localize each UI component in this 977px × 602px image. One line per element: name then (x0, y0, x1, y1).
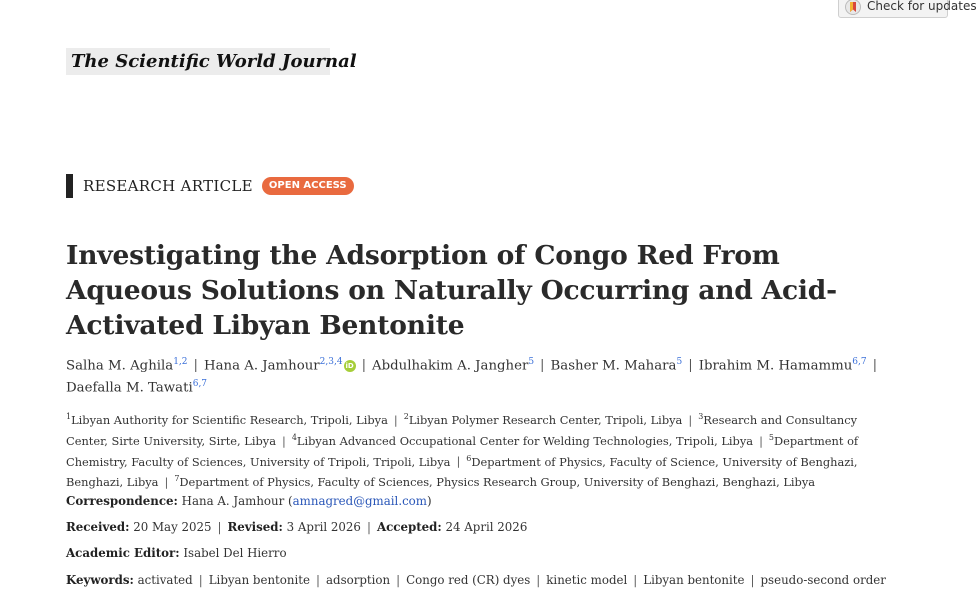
keyword[interactable]: kinetic model (546, 573, 628, 587)
author-affiliation-ref[interactable]: 2,3,4 (319, 357, 343, 367)
open-access-badge: OPEN ACCESS (262, 177, 354, 195)
affiliation-text: Department of Chemistry, Faculty of Sciences, University of Tripoli, Tripoli, Libya (66, 433, 859, 469)
journal-name: The Scientific World Journal (66, 48, 330, 75)
author-list (66, 353, 886, 398)
affiliation-number: 1 (66, 412, 72, 421)
keyword[interactable]: pseudo-second order (760, 573, 886, 587)
separator: | (281, 433, 286, 448)
author-name[interactable]: Basher M. Mahara (550, 358, 677, 374)
affiliation-text: Department of Physics, Faculty of Science, University of Benghazi, Benghazi, Libya (66, 454, 858, 490)
author-affiliation-ref[interactable]: 5 (676, 357, 683, 367)
separator: | (540, 358, 545, 374)
separator: | (872, 358, 878, 374)
author-affiliation-ref[interactable]: 5 (528, 357, 535, 367)
author-name[interactable]: Ibrahim M. Hamammu (698, 358, 853, 374)
separator: | (366, 520, 371, 534)
article-type (66, 174, 354, 198)
author-affiliation-ref[interactable]: 1,2 (173, 357, 188, 367)
author-affiliation-ref[interactable]: 6,7 (852, 357, 867, 367)
separator: | (688, 412, 693, 427)
separator: | (217, 520, 222, 534)
separator: | (393, 412, 398, 427)
keyword[interactable]: Congo red (CR) dyes (406, 573, 531, 587)
check-updates-icon (845, 0, 861, 15)
editor-name: Isabel Del Hierro (183, 546, 287, 560)
keyword[interactable]: adsorption (325, 573, 391, 587)
affiliation-text: Libyan Authority for Scientific Research, Tripoli, Libya (71, 412, 388, 427)
affiliations (66, 408, 866, 491)
author-name[interactable]: Abdulhakim A. Jangher (372, 358, 529, 374)
keyword[interactable]: Libyan bentonite (643, 573, 745, 587)
revised-date: 3 April 2026 (286, 520, 361, 534)
affiliation-text: Libyan Polymer Research Center, Tripoli, Libya (408, 412, 683, 427)
separator: | (536, 573, 541, 587)
separator: | (759, 433, 763, 448)
academic-editor (66, 545, 886, 561)
correspondence-name: Hana A. Jamhour (181, 494, 285, 508)
separator: | (198, 573, 203, 587)
revised-label: Revised: (227, 520, 283, 534)
article-type-label: RESEARCH ARTICLE (83, 177, 253, 195)
article-dates (66, 519, 886, 535)
author-affiliation-ref[interactable]: 6,7 (192, 379, 208, 390)
separator: | (688, 358, 693, 374)
separator: | (456, 454, 461, 469)
affiliation-text: Department of Physics, Faculty of Sciences, Physics Research Group, University of Benghazi, Benghazi, Libya (179, 475, 816, 490)
keyword[interactable]: Libyan bentonite (208, 573, 310, 587)
check-for-updates-button[interactable] (838, 0, 977, 18)
affiliation-number: 3 (698, 412, 704, 421)
article-title: Investigating the Adsorption of Congo Red From Aqueous Solutions on Naturally Occurring and Acid-Activated Libyan Bentonite (66, 240, 837, 341)
accepted-date: 24 April 2026 (445, 520, 528, 534)
separator: | (750, 573, 755, 587)
affiliation-text: Libyan Advanced Occupational Center for Welding Technologies, Tripoli, Libya (296, 433, 754, 448)
separator: | (396, 573, 401, 587)
separator: | (164, 475, 169, 490)
correspondence-email-link[interactable]: amnagred@gmail.com (292, 494, 427, 508)
received-label: Received: (66, 520, 130, 534)
author-name[interactable]: Hana A. Jamhour (204, 358, 320, 374)
check-updates-label: Check for updates (867, 0, 977, 13)
correspondence: Correspondence: Hana A. Jamhour (amnagred@gmail.com) (66, 494, 432, 508)
keywords (66, 572, 886, 588)
orcid-icon[interactable]: iD (345, 362, 354, 371)
author-name[interactable]: Daefalla M. Tawati (66, 380, 193, 396)
correspondence-label: Correspondence: (66, 494, 178, 508)
keyword[interactable]: activated (137, 573, 193, 587)
separator: | (193, 358, 198, 374)
affiliation-number: 4 (291, 432, 297, 442)
accepted-label: Accepted: (376, 520, 442, 534)
editor-label: Academic Editor: (66, 546, 180, 560)
separator: | (361, 358, 367, 374)
author-name[interactable]: Salha M. Aghila (66, 358, 174, 374)
affiliation-number: 6 (466, 453, 472, 463)
separator: | (633, 573, 638, 587)
affiliation-number: 7 (174, 474, 180, 484)
keywords-label: Keywords: (66, 573, 134, 587)
article-type-bar (66, 174, 73, 198)
separator: | (316, 573, 320, 587)
received-date: 20 May 2025 (133, 520, 212, 534)
affiliation-number: 2 (403, 412, 409, 421)
affiliation-number: 5 (768, 432, 775, 442)
affiliation-text: Research and Consultancy Center, Sirte University, Sirte, Libya (66, 412, 858, 448)
